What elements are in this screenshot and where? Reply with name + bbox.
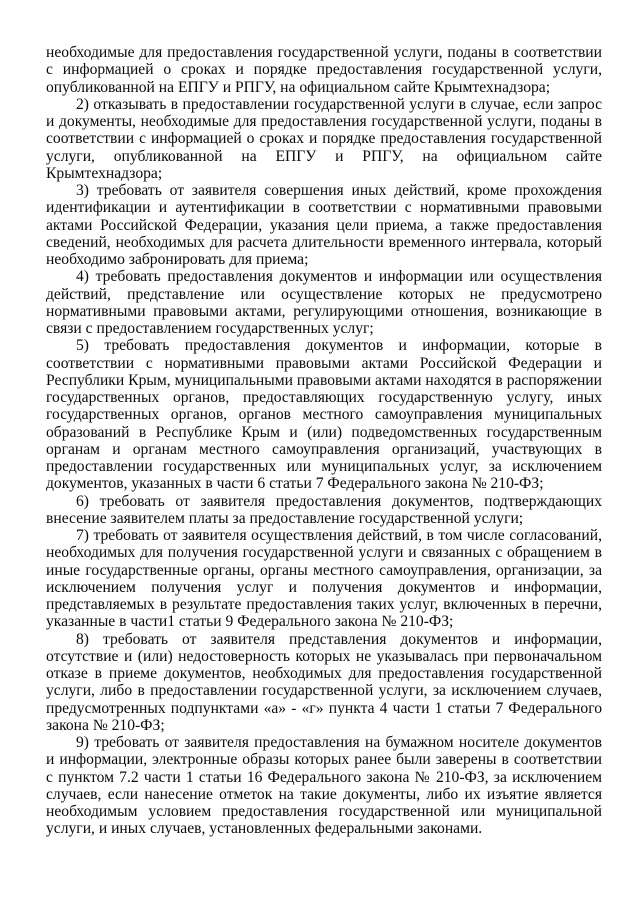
paragraph-item-9: 9) требовать от заявителя предоставления на бумажном носителе документов и информации, электронные образы которых ранее были заверены в соответствии с пунктом 7.2 части 1 статьи 16 Федерального закона № 210-ФЗ, за исключением случаев, если нанесение отметок на такие документы, либо их изъятие является необходимым условием предоставления государственной или муниципальной услуги, и иных случаев, установленных федеральными законами. [46, 734, 602, 838]
paragraph-continuation: необходимые для предоставления государственной услуги, поданы в соответствии с информацией о сроках и порядке предоставления государственной услуги, опубликованной на ЕПГУ и РПГУ, на официальном сайте Крымтехнадзора; [46, 44, 602, 96]
paragraph-item-4: 4) требовать предоставления документов и информации или осуществления действий, представление или осуществление которых не предусмотрено нормативными правовыми актами, регулирующими отношения, возникающие в связи с предоставлением государственных услуг; [46, 268, 602, 337]
paragraph-item-6: 6) требовать от заявителя предоставления документов, подтверждающих внесение заявителем платы за предоставление государственной услуги; [46, 492, 602, 527]
paragraph-item-5: 5) требовать предоставления документов и информации, которые в соответствии с нормативными правовыми актами Российской Федерации и Республики Крым, муниципальными правовыми актами находятся в распоряжении государственных органов, предоставляющих государственную услугу, иных государственных органов, органов местного самоуправления муниципальных образований в Республике Крым и (или) подведомственных государственным органам и органам местного самоуправления организаций, участвующих в предоставлении государственных или муниципальных услуг, за исключением документов, указанных в части 6 статьи 7 Федерального закона № 210-ФЗ; [46, 337, 602, 493]
document-page [46, 44, 602, 838]
paragraph-item-7: 7) требовать от заявителя осуществления действий, в том числе согласований, необходимых для получения государственной услуги и связанных с обращением в иные государственные органы, органы местного самоуправления, организации, за исключением получения услуг и получения документов и информации, представляемых в результате предоставления таких услуг, включенных в перечни, указанные в части1 статьи 9 Федерального закона № 210-ФЗ; [46, 527, 602, 631]
paragraph-item-2: 2) отказывать в предоставлении государственной услуги в случае, если запрос и документы, необходимые для предоставления государственной услуги, поданы в соответствии с информацией о сроках и порядке предоставления государственной услуги, опубликованной на ЕПГУ и РПГУ, на официальном сайте Крымтехнадзора; [46, 95, 602, 182]
paragraph-item-3: 3) требовать от заявителя совершения иных действий, кроме прохождения идентификации и аутентификации в соответствии с нормативными правовыми актами Российской Федерации, указания цели приема, а также предоставления сведений, необходимых для расчета длительности временного интервала, который необходимо забронировать для приема; [46, 182, 602, 268]
paragraph-item-8: 8) требовать от заявителя представления документов и информации, отсутствие и (или) недостоверность которых не указывалась при первоначальном отказе в приеме документов, необходимых для предоставления государственной услуги, либо в предоставлении государственной услуги, за исключением случаев, предусмотренных подпунктами «а» - «г» пункта 4 части 1 статьи 7 Федерального закона № 210-ФЗ; [46, 630, 602, 734]
